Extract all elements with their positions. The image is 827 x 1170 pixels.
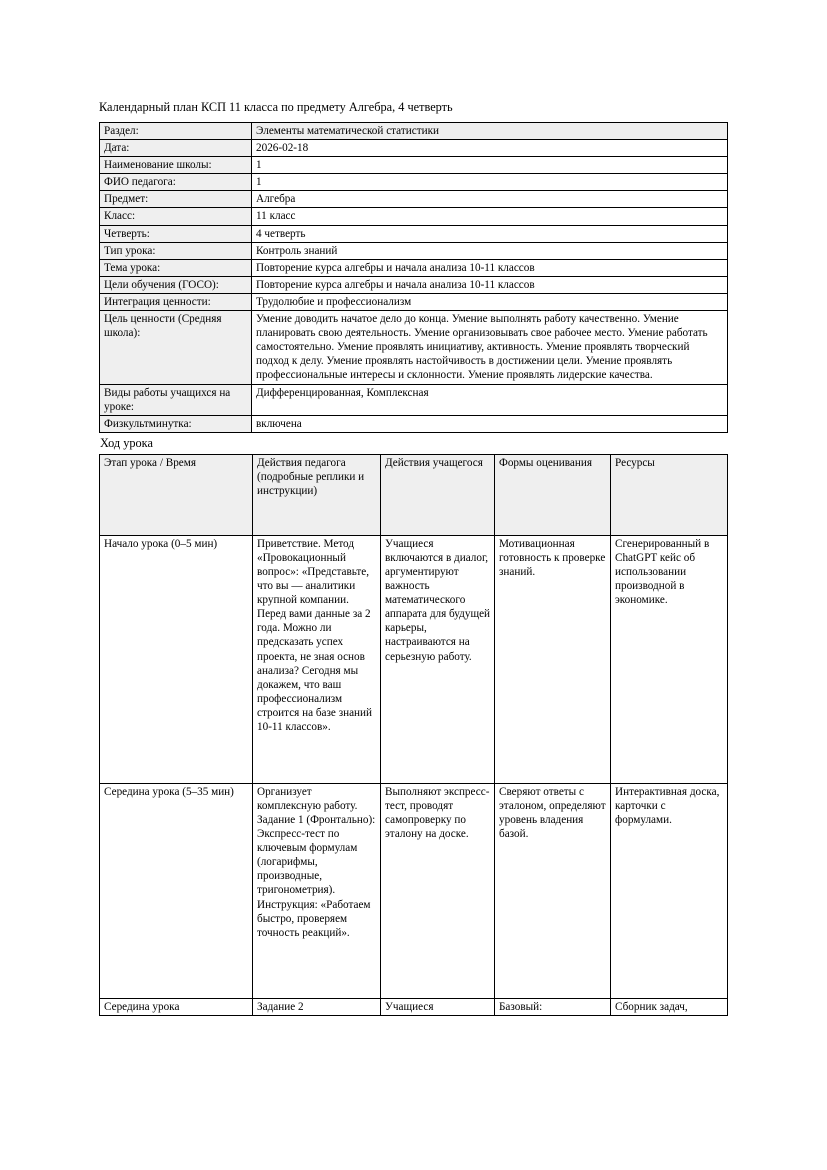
- page-bottom-margin: [0, 1064, 827, 1170]
- info-value: 4 четверть: [252, 225, 728, 242]
- cell-student-actions: Учащиеся включаются в диалог, аргументируют важность математического аппарата для будущей карьеры, настраиваются на серьезную работу.: [381, 535, 495, 783]
- cell-resources: Сгенерированный в ChatGPT кейс об использовании производной в экономике.: [611, 535, 728, 783]
- lesson-flow-heading: Ход урока: [100, 435, 153, 450]
- info-value: Умение доводить начатое дело до конца. Умение выполнять работу качественно. Умение планировать свою деятельность. Умение организовывать свое рабочее место. Умение работать самостоятельно. Умение проявлять инициативу, активность. Умение проявлять творческий подход к делу. Умение проявлять настойчивость в достижении цели. Умение проявлять профессиональные интересы и склонности. Умение проявлять лидерские качества.: [252, 311, 728, 384]
- table-row: [100, 783, 728, 998]
- table-row: [100, 191, 728, 208]
- table-row: [100, 225, 728, 242]
- table-row: [100, 384, 728, 415]
- table-header-row: [100, 454, 728, 535]
- column-header-student-actions: Действия учащегося: [381, 454, 495, 535]
- column-header-assessment: Формы оценивания: [495, 454, 611, 535]
- info-label: Цели обучения (ГОСО):: [100, 276, 252, 293]
- info-value: Дифференцированная, Комплексная: [252, 384, 728, 415]
- column-header-teacher-actions: Действия педагога (подробные реплики и инструкции): [253, 454, 381, 535]
- table-row: [100, 174, 728, 191]
- info-label: Дата:: [100, 140, 252, 157]
- table-row: [100, 242, 728, 259]
- cell-stage: Середина урока: [100, 998, 253, 1015]
- column-header-stage: Этап урока / Время: [100, 454, 253, 535]
- cell-teacher-actions: Организует комплексную работу. Задание 1 (Фронтально): Экспресс-тест по ключевым формулам (логарифмы, производные, тригонометрия). Инструкция: «Работаем быстро, проверяем точность реакций».: [253, 783, 381, 998]
- cell-stage: Середина урока (5–35 мин): [100, 783, 253, 998]
- cell-assessment: Мотивационная готовность к проверке знаний.: [495, 535, 611, 783]
- info-value: Повторение курса алгебры и начала анализа 10-11 классов: [252, 259, 728, 276]
- page-title: Календарный план КСП 11 класса по предмету Алгебра, 4 четверть: [99, 100, 453, 114]
- info-value: 1: [252, 174, 728, 191]
- info-value: 11 класс: [252, 208, 728, 225]
- cell-resources: Интерактивная доска, карточки с формулами.: [611, 783, 728, 998]
- column-header-resources: Ресурсы: [611, 454, 728, 535]
- info-label: Тема урока:: [100, 259, 252, 276]
- table-row: [100, 157, 728, 174]
- cell-assessment: Сверяют ответы с эталоном, определяют уровень владения базой.: [495, 783, 611, 998]
- table-row: [100, 276, 728, 293]
- lesson-flow-body: [100, 535, 728, 1015]
- info-label: Цель ценности (Средняя школа):: [100, 311, 252, 384]
- info-value: Элементы математической статистики: [252, 123, 728, 140]
- table-row: [100, 123, 728, 140]
- info-label: Интеграция ценности:: [100, 293, 252, 310]
- table-row: [100, 140, 728, 157]
- table-row: [100, 208, 728, 225]
- info-label: Наименование школы:: [100, 157, 252, 174]
- table-row: [100, 293, 728, 310]
- cell-student-actions: Учащиеся: [381, 998, 495, 1015]
- lesson-info-body: [100, 123, 728, 433]
- info-label: ФИО педагога:: [100, 174, 252, 191]
- info-label: Виды работы учащихся на уроке:: [100, 384, 252, 415]
- table-row: [100, 259, 728, 276]
- table-row: [100, 311, 728, 384]
- cell-teacher-actions: Приветствие. Метод «Провокационный вопрос»: «Представьте, что вы — аналитики крупной компании. Перед вами данные за 2 года. Можно ли предсказать успех проекта, не зная основ анализа? Сегодня мы докажем, что ваш профессионализм строится на базе знаний 10-11 классов».: [253, 535, 381, 783]
- info-value: Контроль знаний: [252, 242, 728, 259]
- info-label: Тип урока:: [100, 242, 252, 259]
- info-value: Трудолюбие и профессионализм: [252, 293, 728, 310]
- info-label: Класс:: [100, 208, 252, 225]
- info-label: Физкультминутка:: [100, 415, 252, 432]
- table-row: [100, 535, 728, 783]
- lesson-flow-head: [100, 454, 728, 535]
- info-label: Четверть:: [100, 225, 252, 242]
- lesson-flow-table: [99, 454, 728, 1016]
- info-value: 2026-02-18: [252, 140, 728, 157]
- info-label: Предмет:: [100, 191, 252, 208]
- cell-resources: Сборник задач,: [611, 998, 728, 1015]
- info-label: Раздел:: [100, 123, 252, 140]
- info-value: Повторение курса алгебры и начала анализа 10-11 классов: [252, 276, 728, 293]
- info-value: Алгебра: [252, 191, 728, 208]
- info-value: включена: [252, 415, 728, 432]
- cell-assessment: Базовый:: [495, 998, 611, 1015]
- cell-student-actions: Выполняют экспресс-тест, проводят самопроверку по эталону на доске.: [381, 783, 495, 998]
- cell-stage: Начало урока (0–5 мин): [100, 535, 253, 783]
- lesson-info-table: [99, 122, 728, 433]
- info-value: 1: [252, 157, 728, 174]
- table-row: [100, 415, 728, 432]
- table-row: [100, 998, 728, 1015]
- cell-teacher-actions: Задание 2: [253, 998, 381, 1015]
